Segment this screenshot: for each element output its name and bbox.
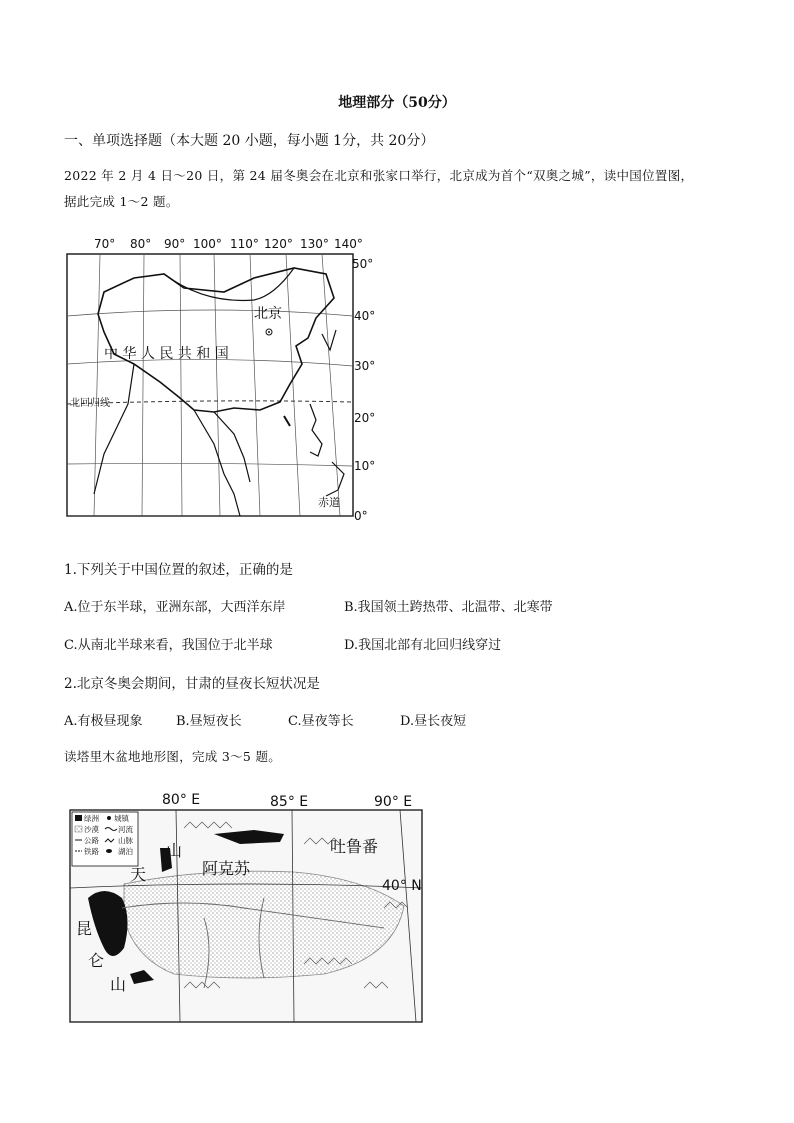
lon-label-90e: 90° E xyxy=(374,794,413,810)
lon-label-80: 80° xyxy=(130,237,152,251)
lon-label-85e: 85° E xyxy=(270,794,309,810)
lon-label-140: 140° xyxy=(334,237,363,251)
lat-label-20: 20° xyxy=(354,411,376,425)
lon-label-80e: 80° E xyxy=(162,792,201,808)
legend-town: 城镇 xyxy=(114,814,129,823)
turpan-label: 吐鲁番 xyxy=(330,837,379,856)
china-location-map xyxy=(64,234,380,524)
q1-option-d: D.我国北部有北回归线穿过 xyxy=(344,638,502,653)
beijing-label: 北京 xyxy=(254,306,282,322)
lat-label-10: 10° xyxy=(354,459,376,473)
tropic-of-cancer-label: 北回归线 xyxy=(70,398,110,409)
legend-lake: 湖泊 xyxy=(118,847,133,856)
section-title: 地理部分（50分） xyxy=(338,95,456,111)
lon-label-120: 120° xyxy=(264,237,293,251)
lat-label-40n: 40° N xyxy=(382,878,422,894)
tarim-basin-map xyxy=(64,788,434,1028)
intro-paragraph-1 xyxy=(64,163,734,215)
intro-line-1: 2022 年 2 月 4 日～20 日，第 24 届冬奥会在北京和张家口举行，北京成为首个“双奥之城”，读中国位置图， xyxy=(64,168,694,183)
lon-label-70: 70° xyxy=(94,237,116,251)
lon-label-110: 110° xyxy=(230,237,259,251)
legend-oasis: 绿洲 xyxy=(84,814,99,823)
legend-river: 河流 xyxy=(118,825,133,834)
lon-label-130: 130° xyxy=(300,237,329,251)
q1-option-c: C.从南北半球来看，我国位于北半球 xyxy=(64,638,273,653)
kunlun-label-3: 山 xyxy=(110,975,127,994)
legend-mountain: 山脉 xyxy=(118,836,133,845)
lon-label-90: 90° xyxy=(164,237,186,251)
kunlun-label-2: 仑 xyxy=(88,951,105,970)
aksu-label: 阿克苏 xyxy=(202,859,251,878)
question-2-stem: 2.北京冬奥会期间，甘肃的昼夜长短状况是 xyxy=(64,676,320,692)
country-label: 中 华 人 民 共 和 国 xyxy=(104,346,229,362)
q2-option-b: B.昼短夜长 xyxy=(176,714,242,729)
lat-label-40: 40° xyxy=(354,309,376,323)
question-1-stem: 1.下列关于中国位置的叙述，正确的是 xyxy=(64,562,293,578)
q2-option-a: A.有极昼现象 xyxy=(64,714,143,729)
lat-label-0: 0° xyxy=(354,509,368,523)
part-one-heading: 一、单项选择题（本大题 20 小题，每小题 1分，共 20分） xyxy=(64,133,435,149)
intro-line-2: 据此完成 1～2 题。 xyxy=(64,194,179,209)
intro-paragraph-2: 读塔里木盆地地形图，完成 3～5 题。 xyxy=(64,749,282,764)
legend-desert: 沙漠 xyxy=(84,825,99,834)
lat-label-50: 50° xyxy=(352,257,374,271)
q1-option-a: A.位于东半球，亚洲东部，大西洋东岸 xyxy=(64,600,286,615)
tianshan-label-2: 山 xyxy=(166,841,183,860)
equator-label: 赤道 xyxy=(318,496,340,509)
q2-option-c: C.昼夜等长 xyxy=(288,714,354,729)
q1-option-b: B.我国领土跨热带、北温带、北寒带 xyxy=(344,600,553,615)
legend-railway: 铁路 xyxy=(84,847,99,856)
legend-road: 公路 xyxy=(84,836,99,845)
kunlun-label-1: 昆 xyxy=(76,919,93,938)
lat-label-30: 30° xyxy=(354,359,376,373)
q2-option-d: D.昼长夜短 xyxy=(400,714,467,729)
lon-label-100: 100° xyxy=(193,237,222,251)
tianshan-label-1: 天 xyxy=(130,865,147,884)
